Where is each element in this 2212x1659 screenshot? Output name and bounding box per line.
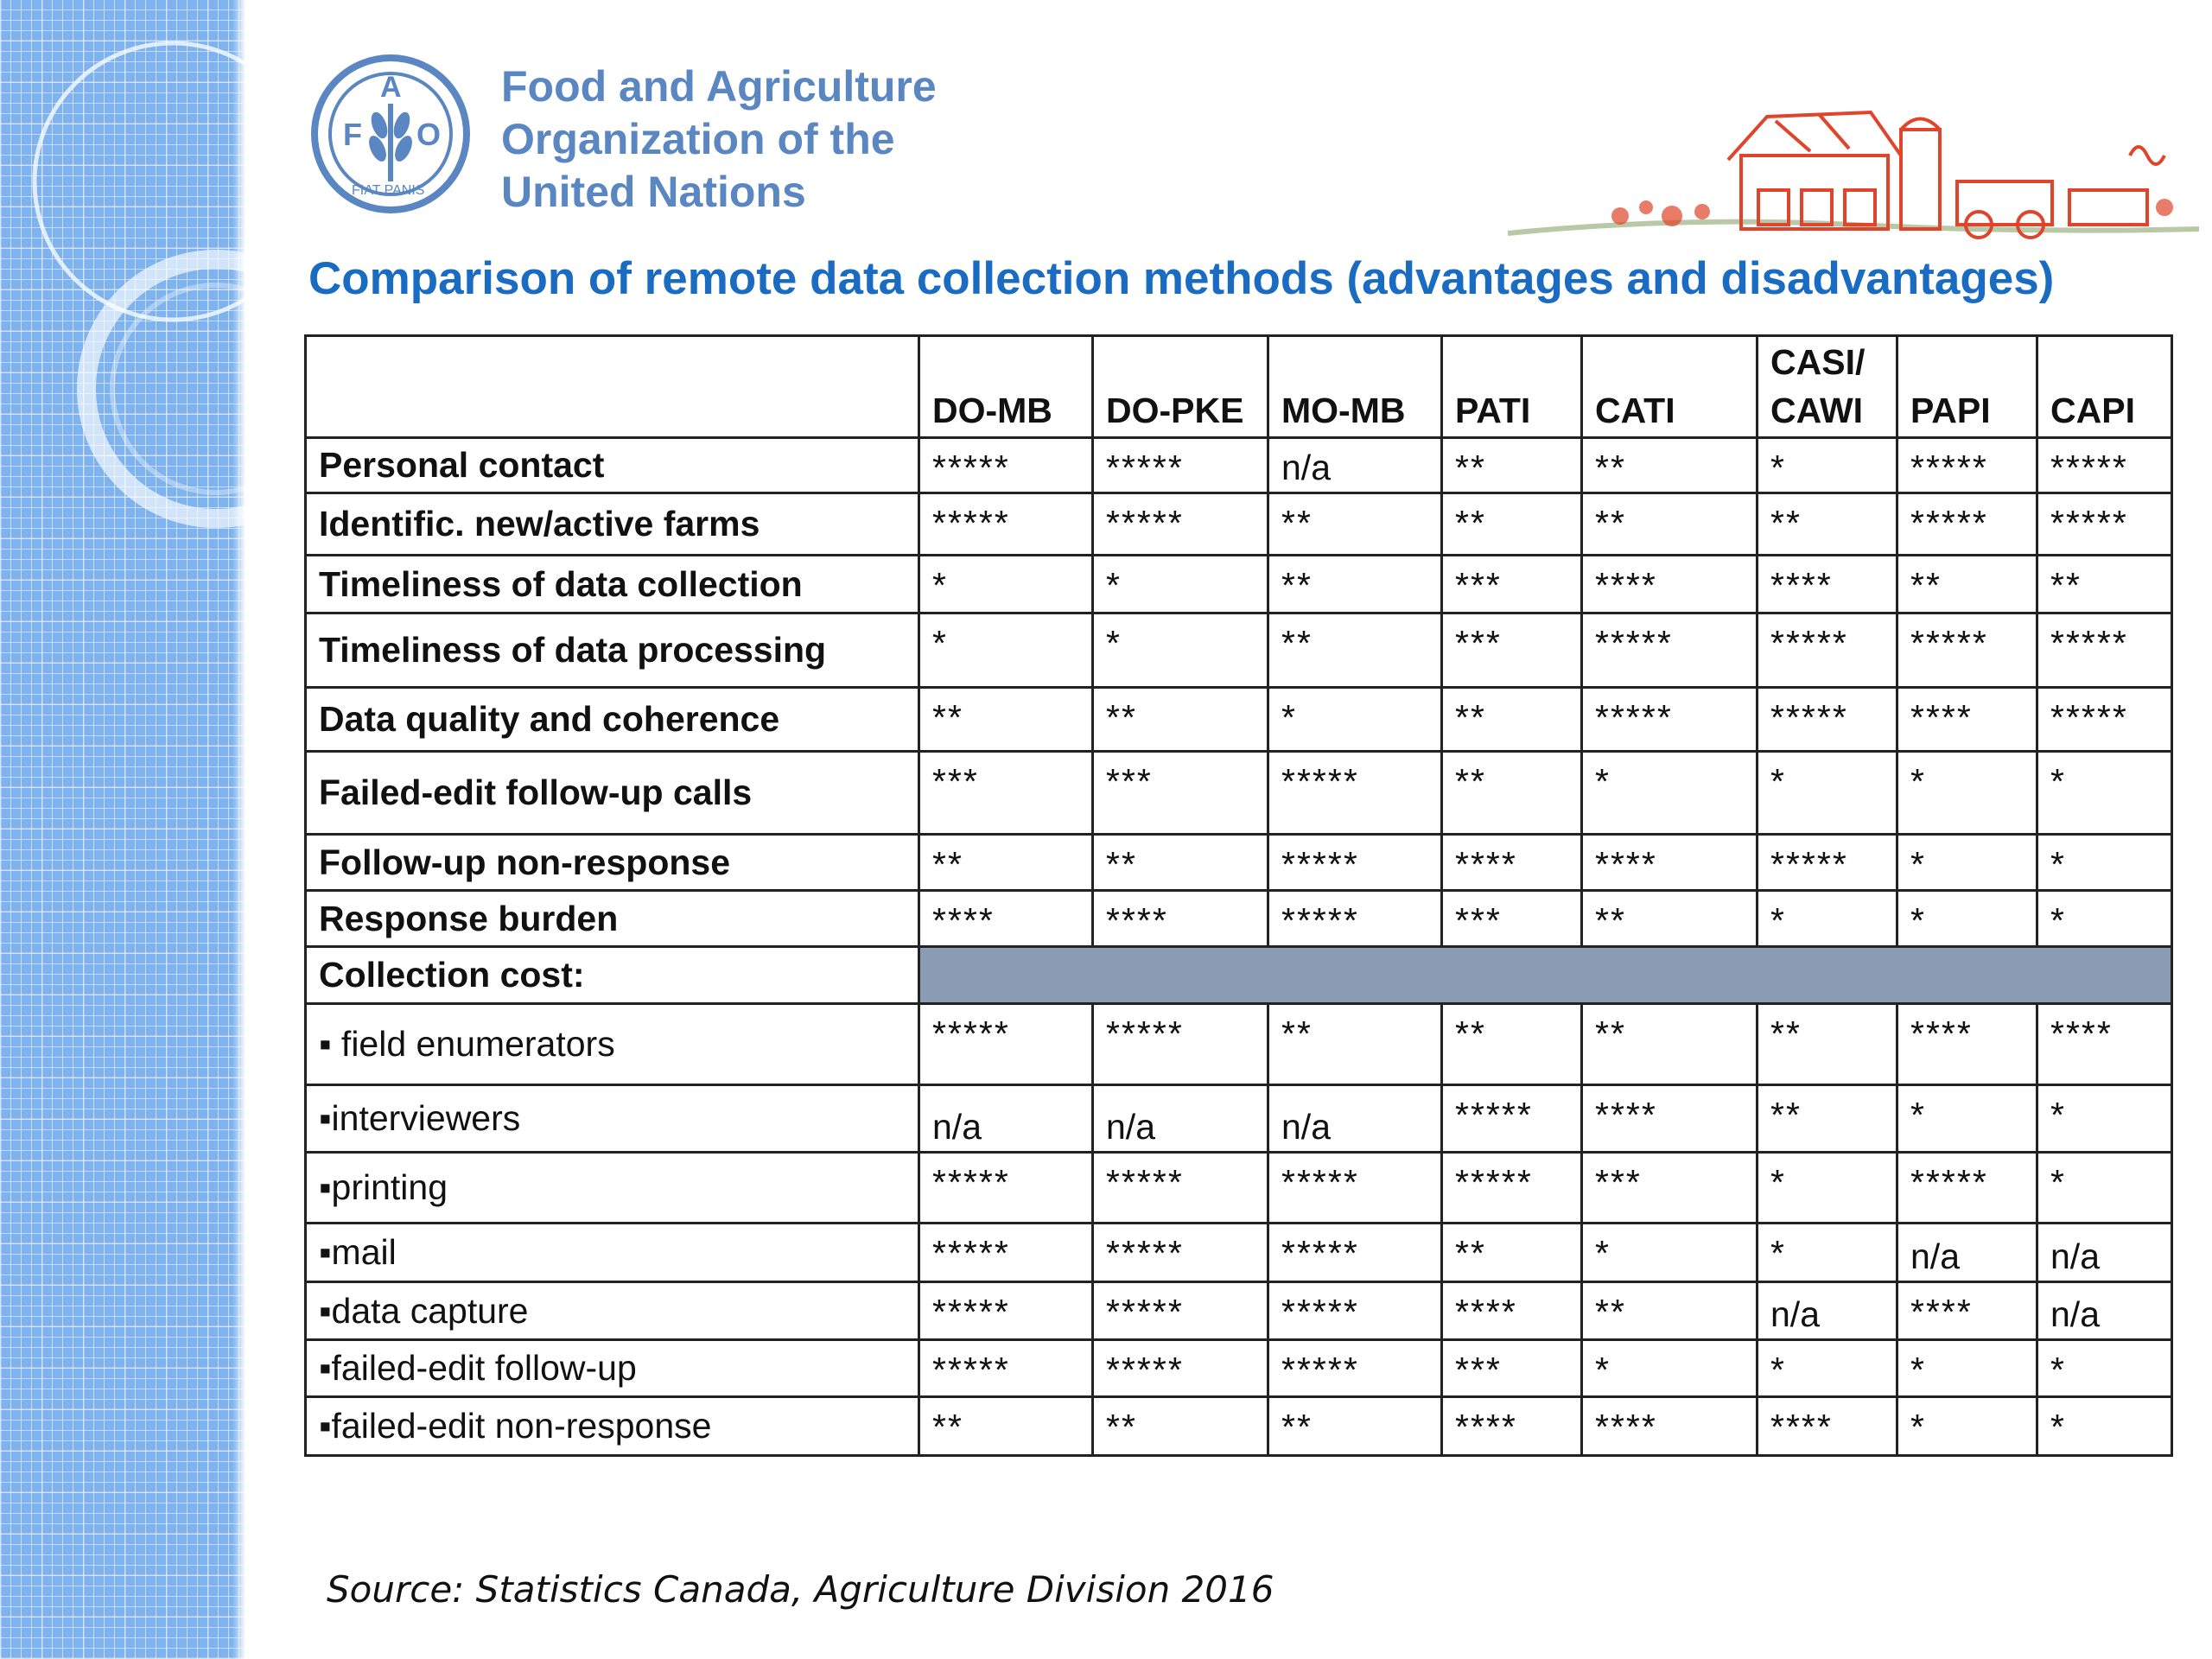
cost-row	[306, 1224, 2172, 1282]
logo-letter-f: F	[343, 117, 362, 152]
rating-cell: *	[2037, 1085, 2172, 1153]
rating-cell: *****	[1093, 1004, 1268, 1085]
slide-title: Comparison of remote data collection methods (advantages and disadvantages)	[308, 253, 2055, 304]
row-label: Follow-up non-response	[306, 835, 919, 891]
rating-cell: *****	[919, 1224, 1093, 1282]
rating-cell: *	[2037, 1397, 2172, 1456]
rating-cell: *	[1582, 1340, 1758, 1397]
rating-cell: *****	[919, 493, 1093, 556]
decorative-rings	[0, 0, 346, 605]
farm-illustration	[1508, 95, 2199, 246]
rating-cell: **	[1093, 835, 1268, 891]
table-row	[306, 688, 2172, 752]
rating-cell: ***	[1442, 891, 1582, 947]
cost-row-label: ▪printing	[306, 1153, 919, 1224]
rating-cell: ****	[1093, 891, 1268, 947]
rating-cell: *****	[1268, 1282, 1442, 1340]
rating-cell: *	[1758, 1153, 1897, 1224]
cost-row	[306, 1397, 2172, 1456]
rating-cell: ****	[1897, 688, 2037, 752]
rating-cell: ****	[1582, 1085, 1758, 1153]
org-name-line-1: Food and Agriculture	[501, 62, 937, 111]
rating-cell: *****	[1897, 1153, 2037, 1224]
rating-cell: *****	[1093, 1340, 1268, 1397]
column-header	[1268, 336, 1442, 438]
cost-row	[306, 1282, 2172, 1340]
rating-cell: **	[919, 688, 1093, 752]
rating-cell: *****	[1093, 1153, 1268, 1224]
rating-cell: *****	[2037, 613, 2172, 688]
rating-cell: **	[1758, 493, 1897, 556]
header-corner-cell	[306, 336, 919, 438]
cost-row-label: ▪interviewers	[306, 1085, 919, 1153]
rating-cell: ***	[1442, 1340, 1582, 1397]
fao-logo	[308, 52, 473, 216]
rating-cell: *****	[1442, 1153, 1582, 1224]
collection-cost-section-row	[306, 947, 2172, 1004]
rating-cell: **	[919, 835, 1093, 891]
rating-cell: *****	[1093, 493, 1268, 556]
rating-cell: n/a	[919, 1085, 1093, 1153]
rating-cell: *****	[2037, 438, 2172, 493]
rating-cell: *	[1582, 752, 1758, 835]
rating-cell: ***	[1582, 1153, 1758, 1224]
rating-cell: *****	[1268, 891, 1442, 947]
rating-cell: ****	[1897, 1282, 2037, 1340]
column-header	[1093, 336, 1268, 438]
rating-cell: n/a	[2037, 1282, 2172, 1340]
rating-cell: **	[1268, 1397, 1442, 1456]
table-header-row	[306, 336, 2172, 438]
rating-cell: *	[2037, 1340, 2172, 1397]
rating-cell: **	[1268, 556, 1442, 613]
rating-cell: **	[1442, 752, 1582, 835]
column-header	[919, 336, 1093, 438]
rating-cell: **	[1268, 1004, 1442, 1085]
rating-cell: n/a	[1268, 1085, 1442, 1153]
org-name-line-3: United Nations	[501, 168, 806, 216]
rating-cell: *****	[1093, 1282, 1268, 1340]
rating-cell: *	[1758, 1224, 1897, 1282]
cost-row-label: ▪data capture	[306, 1282, 919, 1340]
rating-cell: *	[919, 556, 1093, 613]
rating-cell: *****	[919, 438, 1093, 493]
rating-cell: *****	[1897, 493, 2037, 556]
rating-cell: *	[1897, 835, 2037, 891]
table-row	[306, 493, 2172, 556]
section-label: Collection cost:	[306, 947, 919, 1004]
rating-cell: ***	[1093, 752, 1268, 835]
rating-cell: ****	[1442, 1282, 1582, 1340]
rating-cell: *****	[1268, 1340, 1442, 1397]
rating-cell: **	[2037, 556, 2172, 613]
rating-cell: ****	[1582, 835, 1758, 891]
rating-cell: *	[1582, 1224, 1758, 1282]
rating-cell: *****	[1758, 688, 1897, 752]
row-label: Timeliness of data collection	[306, 556, 919, 613]
rating-cell: **	[1582, 891, 1758, 947]
column-header	[1442, 336, 1582, 438]
rating-cell: *	[1897, 1397, 2037, 1456]
rating-cell: **	[1268, 613, 1442, 688]
column-header-label: PATI	[1455, 391, 1531, 430]
cost-row-label: ▪failed-edit non-response	[306, 1397, 919, 1456]
row-label: Data quality and coherence	[306, 688, 919, 752]
rating-cell: *****	[919, 1282, 1093, 1340]
row-label: Response burden	[306, 891, 919, 947]
rating-cell: n/a	[1093, 1085, 1268, 1153]
rating-cell: ****	[2037, 1004, 2172, 1085]
rating-cell: **	[1897, 556, 2037, 613]
rating-cell: *****	[1582, 613, 1758, 688]
section-header-bar	[919, 947, 2172, 1004]
rating-cell: ****	[1582, 1397, 1758, 1456]
rating-cell: ****	[1442, 835, 1582, 891]
rating-cell: n/a	[2037, 1224, 2172, 1282]
row-label: Failed-edit follow-up calls	[306, 752, 919, 835]
column-header	[1897, 336, 2037, 438]
rating-cell: **	[1442, 1004, 1582, 1085]
rating-cell: *	[1758, 891, 1897, 947]
rating-cell: *****	[1758, 613, 1897, 688]
rating-cell: ***	[1442, 556, 1582, 613]
rating-cell: *	[1897, 891, 2037, 947]
rating-cell: *	[2037, 891, 2172, 947]
rating-cell: ****	[1758, 1397, 1897, 1456]
rating-cell: *	[919, 613, 1093, 688]
cost-row	[306, 1153, 2172, 1224]
org-name-line-2: Organization of the	[501, 115, 895, 163]
column-header-label-line2: CAWI	[1770, 391, 1864, 430]
rating-cell: *	[1093, 556, 1268, 613]
rating-cell: *****	[1268, 752, 1442, 835]
rating-cell: *****	[1268, 1153, 1442, 1224]
rating-cell: *	[1758, 438, 1897, 493]
table-row	[306, 835, 2172, 891]
logo-letter-a: A	[380, 71, 402, 104]
row-label: Personal contact	[306, 438, 919, 493]
column-header-label: CATI	[1595, 391, 1675, 430]
rating-cell: *****	[919, 1340, 1093, 1397]
column-header-label: CAPI	[2050, 391, 2135, 430]
organization-name	[501, 60, 937, 219]
rating-cell: *****	[2037, 493, 2172, 556]
rating-cell: n/a	[1268, 438, 1442, 493]
rating-cell: ****	[1582, 556, 1758, 613]
row-label: Timeliness of data processing	[306, 613, 919, 688]
row-label: Identific. new/active farms	[306, 493, 919, 556]
rating-cell: *	[1897, 1085, 2037, 1153]
rating-cell: **	[1758, 1004, 1897, 1085]
rating-cell: *****	[1442, 1085, 1582, 1153]
rating-cell: **	[919, 1397, 1093, 1456]
rating-cell: **	[1582, 438, 1758, 493]
cost-row-label: ▪failed-edit follow-up	[306, 1340, 919, 1397]
rating-cell: *****	[1897, 438, 2037, 493]
column-header-label: CASI/	[1770, 342, 1866, 382]
rating-cell: *	[1758, 1340, 1897, 1397]
table-row	[306, 891, 2172, 947]
column-header-label: DO-PKE	[1106, 391, 1244, 430]
rating-cell: ****	[1758, 556, 1897, 613]
column-header-label: DO-MB	[932, 391, 1052, 430]
rating-cell: **	[1582, 1282, 1758, 1340]
column-header	[1582, 336, 1758, 438]
comparison-table	[304, 334, 2173, 1457]
rating-cell: *	[1897, 752, 2037, 835]
column-header	[2037, 336, 2172, 438]
table-row	[306, 438, 2172, 493]
rating-cell: ***	[919, 752, 1093, 835]
rating-cell: **	[1268, 493, 1442, 556]
rating-cell: *****	[919, 1004, 1093, 1085]
rating-cell: **	[1442, 493, 1582, 556]
rating-cell: ****	[919, 891, 1093, 947]
rating-cell: n/a	[1897, 1224, 2037, 1282]
rating-cell: **	[1442, 688, 1582, 752]
rating-cell: **	[1758, 1085, 1897, 1153]
column-header	[1758, 336, 1897, 438]
table-row	[306, 613, 2172, 688]
source-citation: Source: Statistics Canada, Agriculture Division 2016	[327, 1568, 1274, 1611]
table-row	[306, 752, 2172, 835]
rating-cell: *	[2037, 835, 2172, 891]
rating-cell: *	[1268, 688, 1442, 752]
rating-cell: *	[2037, 752, 2172, 835]
column-header-label: MO-MB	[1281, 391, 1406, 430]
rating-cell: **	[1442, 1224, 1582, 1282]
rating-cell: *	[1758, 752, 1897, 835]
rating-cell: **	[1093, 688, 1268, 752]
rating-cell: **	[1582, 493, 1758, 556]
rating-cell: *****	[1268, 835, 1442, 891]
rating-cell: **	[1093, 1397, 1268, 1456]
rating-cell: *****	[1093, 1224, 1268, 1282]
rating-cell: **	[1442, 438, 1582, 493]
column-header-label: PAPI	[1910, 391, 1991, 430]
logo-letter-o: O	[416, 117, 442, 152]
rating-cell: *****	[1093, 438, 1268, 493]
rating-cell: n/a	[1758, 1282, 1897, 1340]
cost-row	[306, 1004, 2172, 1085]
cost-row-label: ▪ field enumerators	[306, 1004, 919, 1085]
rating-cell: ****	[1897, 1004, 2037, 1085]
rating-cell: *	[1093, 613, 1268, 688]
rating-cell: *****	[1268, 1224, 1442, 1282]
rating-cell: ***	[1442, 613, 1582, 688]
rating-cell: *****	[919, 1153, 1093, 1224]
cost-row	[306, 1340, 2172, 1397]
logo-motto: FIAT PANIS	[352, 183, 425, 198]
rating-cell: *	[2037, 1153, 2172, 1224]
rating-cell: *****	[1758, 835, 1897, 891]
rating-cell: *	[1897, 1340, 2037, 1397]
cost-row	[306, 1085, 2172, 1153]
table-row	[306, 556, 2172, 613]
rating-cell: *****	[2037, 688, 2172, 752]
rating-cell: **	[1582, 1004, 1758, 1085]
rating-cell: *****	[1897, 613, 2037, 688]
cost-row-label: ▪mail	[306, 1224, 919, 1282]
rating-cell: *****	[1582, 688, 1758, 752]
rating-cell: ****	[1442, 1397, 1582, 1456]
